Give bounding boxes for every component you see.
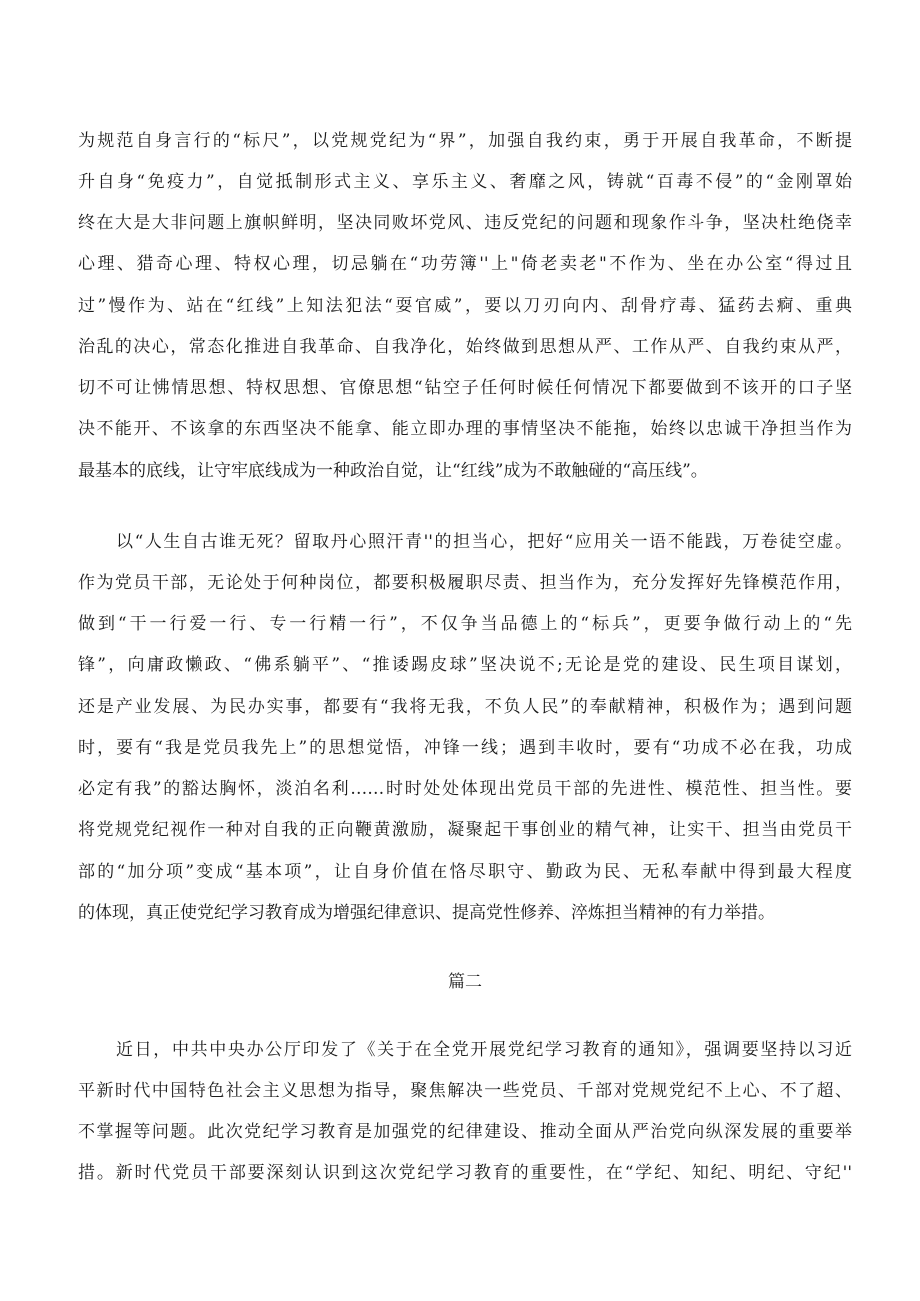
para2-line: 还是产业发展、为民办实事，都要有“我将无我，不负人民”的奉献精神，积极作为；遇到问题 [78,697,852,717]
para2-line: 时，要有“我是党员我先上”的思想觉悟，冲锋一线；遇到丰收时，要有“功成不必在我，功成 [78,738,852,758]
para2-line: 作为党员干部，无论处于何种岗位，都要积极履职尽责、担当作为，充分发挥好先锋模范作用， [78,573,852,593]
para1-line: 为规范自身言行的“标尺”，以党规党纪为“界”，加强自我约束，勇于开展自我革命，不断提 [78,131,852,151]
section-heading: 篇二 [448,972,482,992]
para3-line: 不掌握等问题。此次党纪学习教育是加强党的纪律建设、推动全面从严治党向纵深发展的重要举 [78,1122,852,1142]
para1-line: 切不可让怫情思想、特权思想、官僚思想“钻空子任何时候任何情况下都要做到不该开的口子坚 [78,378,852,398]
para3-line: 近日，中共中央办公厅印发了《关于在全党开展党纪学习教育的通知》，强调要坚持以习近 [116,1040,852,1060]
para1-line: 最基本的底线，让守牢底线成为一种政治自觉，让“红线”成为不敢触碰的“高压线”。 [78,461,708,481]
para2-line: 部的“加分项”变成“基本项”，让自身价值在恪尽职守、勤政为民、无私奉献中得到最大程度 [78,862,852,882]
para2-line: 做到“干一行爱一行、专一行精一行”，不仅争当品德上的“标兵”，更要争做行动上的“先 [78,614,852,634]
para3-line: 措。新时代党员干部要深刻认识到这次党纪学习教育的重要性，在“学纪、知纪、明纪、守纪'' [78,1163,852,1183]
para2-line: 的体现，真正使党纪学习教育成为增强纪律意识、提高党性修养、淬炼担当精神的有力举措。 [78,903,775,923]
para2-line: 锋”，向庸政懒政、“佛系躺平”、“推诿踢皮球”坚决说不;无论是党的建设、民生项目谋划， [78,655,852,675]
para2-line: 必定有我”的豁达胸怀，淡泊名利……时时处处体现出党员干部的先进性、模范性、担当性。要 [78,779,852,799]
para1-line: 治乱的决心，常态化推进自我革命、自我净化，始终做到思想从严、工作从严、自我约束从严， [78,337,852,357]
para1-line: 心理、猎奇心理、特权心理，切忌躺在“功劳簿''上"倚老卖老"不作为、坐在办公室“得过且 [78,254,852,274]
para1-line: 终在大是大非问题上旗帜鲜明，坚决同败坏党风、违反党纪的问题和现象作斗争，坚决杜绝侥幸 [78,213,852,233]
para2-line: 将党规党纪视作一种对自我的正向鞭黄激励，凝聚起干事创业的精气神，让实干、担当由党员干 [78,820,852,840]
para1-line: 决不能开、不该拿的东西坚决不能拿、能立即办理的事情坚决不能拖，始终以忠诚干净担当作为 [78,419,852,439]
para2-line: 以“人生自古谁无死？留取丹心照汗青''的担当心，把好“应用关一语不能践，万卷徒空虚。 [116,532,852,552]
para1-line: 升自身“免疫力”，自觉抵制形式主义、享乐主义、奢靡之风，铸就“百毒不侵”的“金刚罩始 [78,172,852,192]
para1-line: 过”慢作为、站在“红线”上知法犯法“耍官威”，要以刀刃向内、刮骨疗毒、猛药去痾、重典 [78,296,852,316]
para3-line: 平新时代中国特色社会主义思想为指导，聚焦解决一些党员、千部对党规党纪不上心、不了超、 [78,1081,852,1101]
